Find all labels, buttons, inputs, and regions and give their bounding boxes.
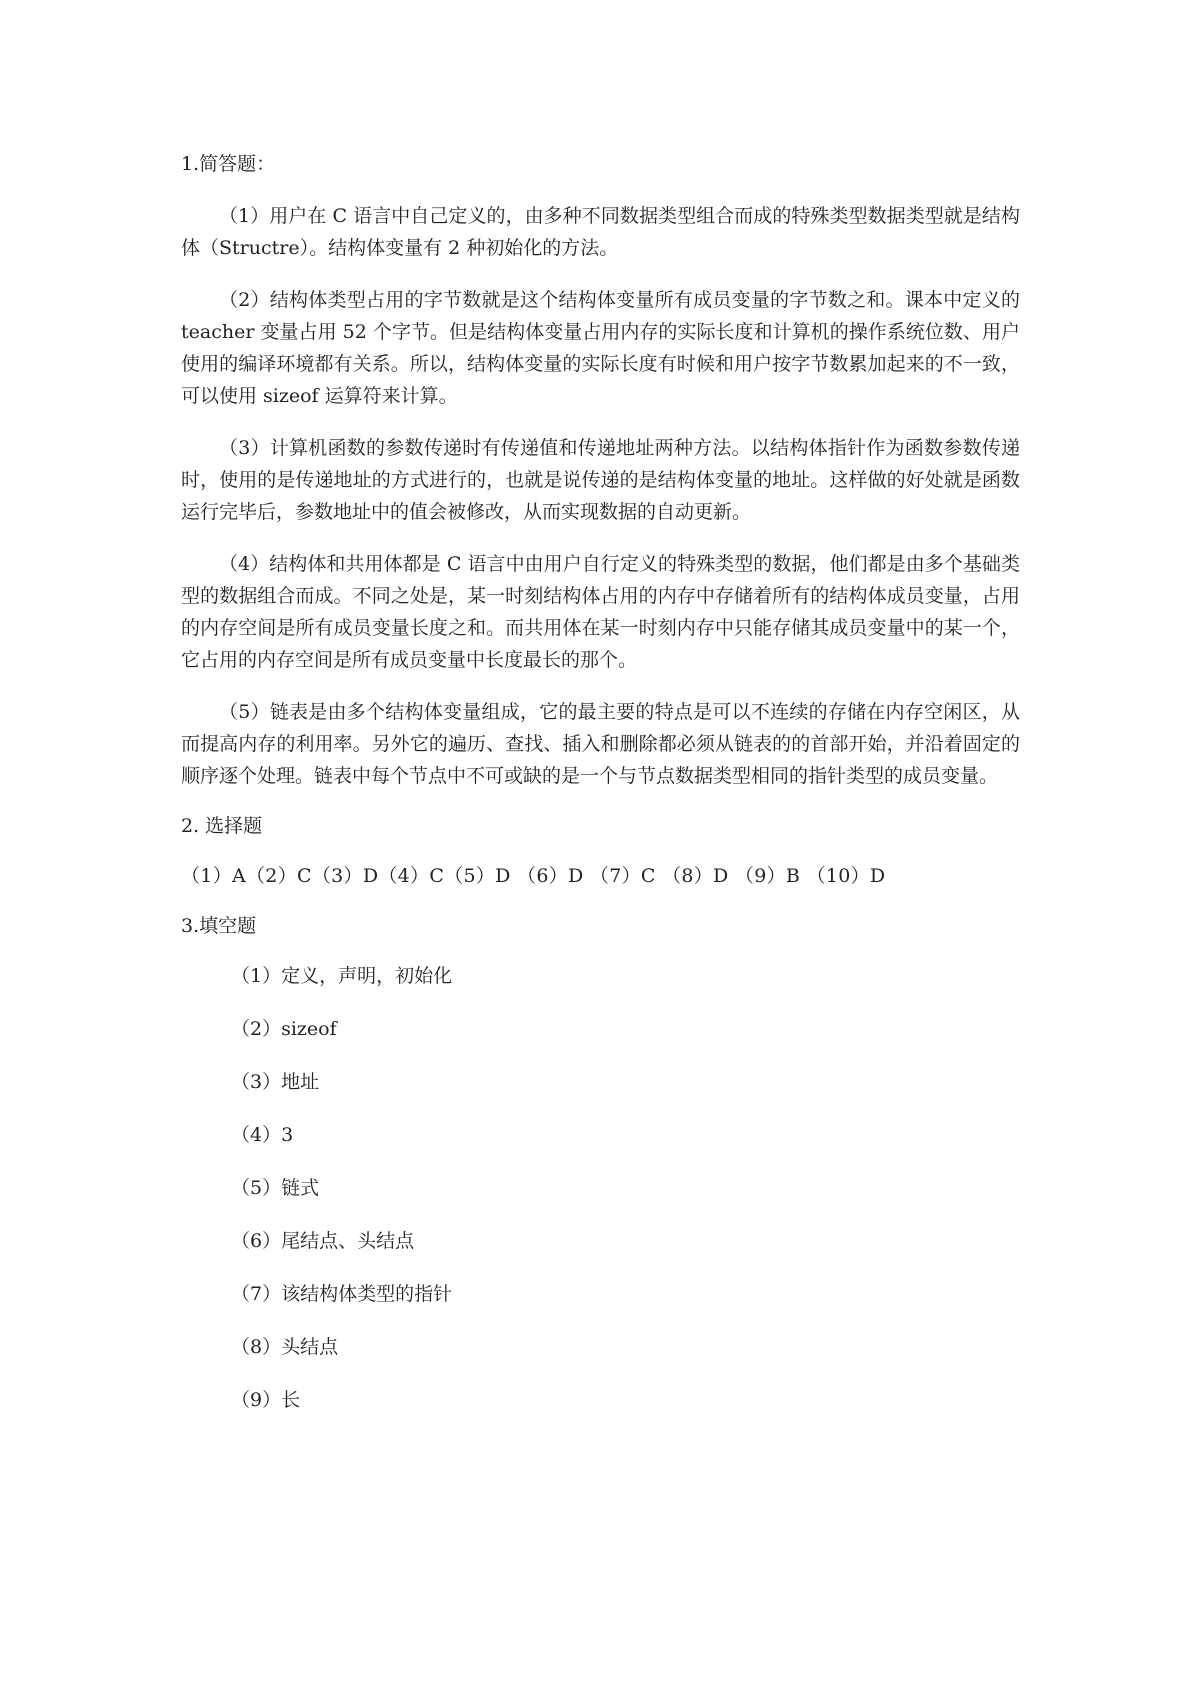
fill-blank-item-6: （6）尾结点、头结点 [231,1230,415,1252]
section-heading-multiple-choice: 2. 选择题 [181,815,263,837]
short-answer-paragraph-3: （3）计算机函数的参数传递时有传递值和传递地址两种方法。以结构体指针作为函数参数传递时，使用的是传递地址的方式进行的，也就是说传递的是结构体变量的地址。这样做的好处就是函数运行完毕后，参数地址中的值会被修改，从而实现数据的自动更新。 [181,437,1020,523]
fill-blank-item-2: （2）sizeof [231,1018,337,1040]
short-answer-paragraph-2: （2）结构体类型占用的字节数就是这个结构体变量所有成员变量的字节数之和。课本中定义的 teacher 变量占用 52 个字节。但是结构体变量占用内存的实际长度和计算机的操作系统位数、用户使用的编译环境都有关系。所以，结构体变量的实际长度有时候和用户按字节数累加起来的不一致，可以使用 sizeof 运算符来计算。 [181,289,1020,407]
section-heading-fill-blank: 3.填空题 [181,915,257,937]
short-answer-paragraph-4: （4）结构体和共用体都是 C 语言中由用户自行定义的特殊类型的数据，他们都是由多个基础类型的数据组合而成。不同之处是，某一时刻结构体占用的内存中存储着所有的结构体成员变量，占用的内存空间是所有成员变量长度之和。而共用体在某一时刻内存中只能存储其成员变量中的某一个，它占用的内存空间是所有成员变量中长度最长的那个。 [181,553,1020,671]
short-answer-paragraph-5: （5）链表是由多个结构体变量组成，它的最主要的特点是可以不连续的存储在内存空闲区，从而提高内存的利用率。另外它的遍历、查找、插入和删除都必须从链表的的首部开始，并沿着固定的顺序逐个处理。链表中每个节点中不可或缺的是一个与节点数据类型相同的指针类型的成员变量。 [181,701,1020,787]
fill-blank-item-9: （9）长 [231,1389,301,1411]
fill-blank-item-4: （4）3 [231,1124,294,1146]
fill-blank-item-5: （5）链式 [231,1177,320,1199]
fill-blank-item-1: （1）定义，声明，初始化 [231,965,453,987]
short-answer-paragraph-1: （1）用户在 C 语言中自己定义的，由多种不同数据类型组合而成的特殊类型数据类型就是结构体（Structre）。结构体变量有 2 种初始化的方法。 [181,205,1020,259]
document-body [181,150,1020,1439]
fill-blank-item-3: （3）地址 [231,1071,320,1093]
section-heading-short-answer: 1.简答题： [181,153,276,175]
fill-blank-item-7: （7）该结构体类型的指针 [231,1283,453,1305]
multiple-choice-answers: （1）A（2）C（3）D（4）C（5）D （6）D （7）C （8）D （9）B （10）D [181,865,886,887]
fill-blank-item-8: （8）头结点 [231,1336,339,1358]
